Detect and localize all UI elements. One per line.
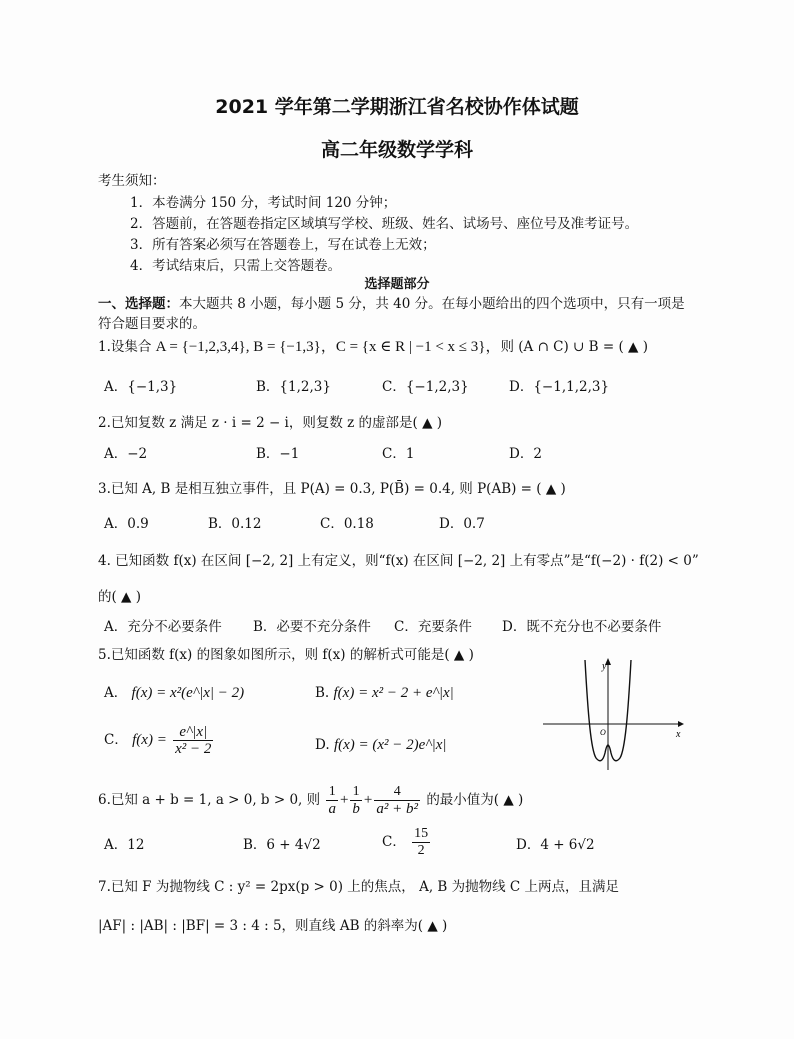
q5-option-c [104,724,215,757]
q1-option-c: C．{−1,2,3} [382,379,469,395]
q5-option-b-formula: f(x) = x² − 2 + e^|x| [333,685,454,701]
question-4-stem: 4. 已知函数 f(x) 在区间 [−2, 2] 上有定义，则“f(x) 在区间 [−2, 2] 上有零点”是“f(−2) · f(2) < 0” [98,553,699,569]
q1-option-d: D．{−1,1,2,3} [509,379,610,395]
q1-stem-a: 1.设集合 [98,339,156,355]
q5-option-c-fraction [173,724,213,757]
question-7-stem: 7.已知 F 为抛物线 C : y² = 2px(p > 0) 上的焦点， A, B 为抛物线 C 上两点，且满足 [98,879,620,895]
q5-option-c-denominator: x² − 2 [175,741,212,757]
notice-heading: 考生须知： [98,173,166,189]
q6-fraction-2 [350,784,362,817]
q4-option-a: A．充分不必要条件 [104,619,222,635]
q5-option-b [315,684,454,702]
q3-option-a: A．0.9 [104,516,149,532]
q1-stem-d: 则 (A ∩ C) ∪ B = ( ▲ ) [500,339,648,355]
q5-option-d [315,736,447,754]
question-3-stem: 3.已知 A, B 是相互独立事件，且 P(A) = 0.3, P(B̄) = 0.4, 则 P(AB) = ( ▲ ) [98,481,566,497]
q5-option-c-lhs: f(x) = [132,732,167,748]
question-7-stem-cont: |AF| : |AB| : |BF| = 3 : 4 : 5，则直线 AB 的斜率为( ▲ ) [98,918,448,934]
notice-item-3: 3．所有答案必须写在答题卷上，写在试卷上无效； [130,237,436,253]
graph-axes [543,658,684,770]
q2-option-d: D．2 [509,446,542,462]
q6-option-c [382,826,432,859]
q6-frac3-num: 4 [374,784,420,801]
notice-item-2: 2．答题前，在答题卷指定区域填写学校、班级、姓名、试场号、座位号及准考证号。 [130,216,639,232]
q6-option-c-den: 2 [417,843,425,858]
question-6-stem: 6.已知 a + b = 1, a > 0, b > 0, 则 $\frac{1}{a}$ + $\frac{1}{b}$ + $\frac{4}{\text{a² + b²}}$ 的最小值为( ▲ ) [98,784,524,817]
q6-option-c-num: 15 [414,826,429,841]
q1-option-b: B．{1,2,3} [256,379,331,395]
q6-stem-b: 的最小值为( ▲ ) [426,792,524,808]
exam-title: 2021 学年第二学期浙江省名校协作体试题 [215,96,579,118]
q5-option-a-formula: f(x) = x²(e^|x| − 2) [131,685,245,701]
q6-frac2-den: b [352,801,360,817]
q2-option-c: C．1 [382,446,415,462]
q4-option-b: B．必要不充分条件 [253,619,371,635]
q6-option-d: D．4 + 6√2 [516,837,595,853]
part1-text: 本大题共 8 小题，每小题 5 分，共 40 分。在每小题给出的四个选项中，只有一项是 [179,296,685,312]
x-axis-arrow [678,721,684,727]
q3-option-d: D．0.7 [439,516,485,532]
q5-function-graph [538,655,688,775]
q6-stem-a: 6.已知 a + b = 1, a > 0, b > 0, 则 [98,792,321,808]
q4-option-d: D．既不充分也不必要条件 [502,619,662,635]
section-title: 选择题部分 [364,277,430,292]
q6-frac3-den: a² + b² [376,801,419,817]
q5-option-c-label: C． [104,732,128,748]
q6-frac2-num: 1 [350,784,362,801]
notice-item-1: 1．本卷满分 150 分，考试时间 120 分钟； [130,195,397,211]
q1-option-a: A．{−1,3} [104,379,178,395]
part1-instructions [98,295,685,313]
q5-option-a-label: A． [104,685,128,701]
q3-option-c: C．0.18 [320,516,374,532]
q6-fraction-3 [374,784,420,817]
question-1-stem [98,338,648,356]
graph-origin-label: O [600,728,606,737]
q5-option-b-label: B. [315,685,330,701]
question-4-stem-cont: 的( ▲ ) [98,589,141,605]
q1-sets: A = {−1,2,3,4}, B = {−1,3}， [155,339,336,355]
q5-option-c-numerator: e^|x| [173,724,213,741]
q3-option-b: B．0.12 [208,516,262,532]
q6-option-b: B．6 + 4√2 [243,837,321,853]
q6-frac1-num: 1 [326,784,338,801]
question-2-stem: 2.已知复数 z 满足 z · i = 2 − i，则复数 z 的虚部是( ▲ ) [98,415,443,431]
q5-option-a [104,684,244,702]
q5-option-d-label: D. [315,737,330,753]
q2-option-a: A．−2 [104,446,148,462]
q6-option-a: A．12 [104,837,145,853]
exam-subtitle: 高二年级数学学科 [320,139,473,161]
q2-option-b: B．−1 [256,446,300,462]
graph-y-label: y [602,661,607,672]
graph-x-label: x [676,729,681,740]
q1-set-c: C = {x ∈ R | −1 < x ≤ 3}， [335,339,501,355]
question-5-stem: 5.已知函数 f(x) 的图象如图所示，则 f(x) 的解析式可能是( ▲ ) [98,647,474,663]
notice-item-4: 4．考试结束后，只需上交答题卷。 [130,258,342,274]
q5-option-d-formula: f(x) = (x² − 2)e^|x| [333,737,447,753]
q6-frac1-den: a [328,801,336,817]
q6-option-c-label: C． [382,834,406,850]
q4-option-c: C．充要条件 [394,619,472,635]
part1-label: 一、选择题： [98,296,179,312]
q6-option-c-fraction [412,826,430,859]
part1-instructions-cont: 符合题目要求的。 [98,316,206,332]
q6-fraction-1 [326,784,338,817]
